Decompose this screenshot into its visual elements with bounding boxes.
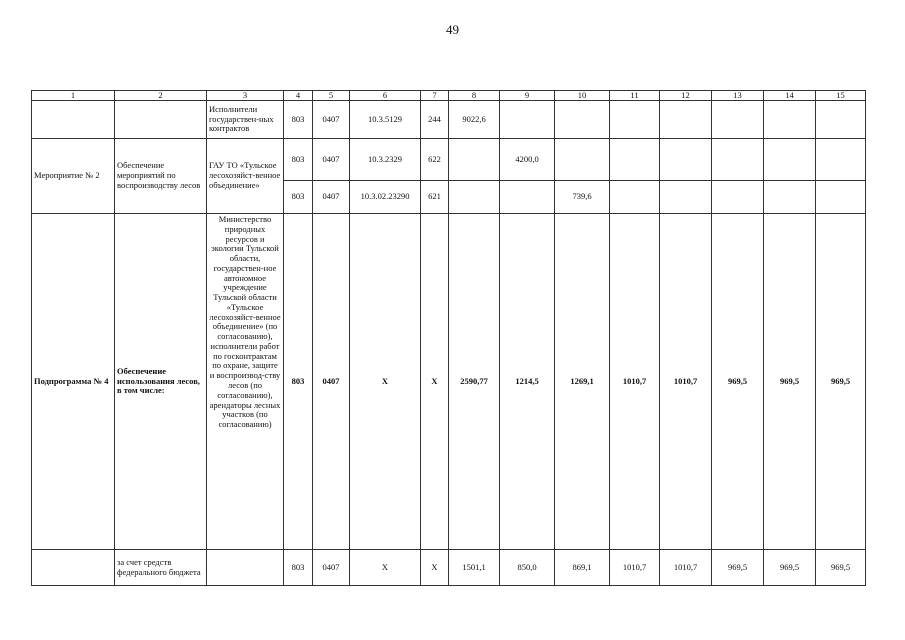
table-cell (115, 101, 207, 139)
header-row (32, 91, 866, 101)
table-cell (816, 181, 866, 214)
table-cell: 1214,5 (500, 214, 555, 550)
table-cell: 9022,6 (449, 101, 500, 139)
header-cell: 11 (610, 91, 660, 101)
table-cell: 969,5 (816, 214, 866, 550)
table-cell: 0407 (313, 139, 350, 181)
table-cell: 4200,0 (500, 139, 555, 181)
table-cell: 10.3.02.23290 (350, 181, 421, 214)
table-cell: 2590,77 (449, 214, 500, 550)
funding-source-cell: за счет средств федерального бюджета (115, 550, 207, 586)
table-cell: 850,0 (500, 550, 555, 586)
event-name-cell: Мероприятие № 2 (32, 139, 115, 214)
table-cell (660, 139, 712, 181)
header-cell: 3 (207, 91, 284, 101)
table-row (32, 101, 866, 139)
table-cell: 10.3.2329 (350, 139, 421, 181)
subprogram-name-cell: Подпрограмма № 4 (32, 214, 115, 550)
table-row (32, 550, 866, 586)
table-cell (610, 101, 660, 139)
table-cell (500, 101, 555, 139)
table-cell (764, 101, 816, 139)
table-cell: 1269,1 (555, 214, 610, 550)
budget-table (31, 90, 866, 586)
table-cell (816, 139, 866, 181)
table-cell: 869,1 (555, 550, 610, 586)
table-cell: 969,5 (712, 550, 764, 586)
table-cell: 1010,7 (610, 214, 660, 550)
table-cell: 244 (421, 101, 449, 139)
table-cell: Х (421, 550, 449, 586)
table-cell: 969,5 (816, 550, 866, 586)
table-cell: 1010,7 (660, 214, 712, 550)
header-cell: 10 (555, 91, 610, 101)
header-cell: 1 (32, 91, 115, 101)
table-cell: 803 (284, 550, 313, 586)
executor-cell: Исполнители государствен-ных контрактов (207, 101, 284, 139)
table-cell (500, 181, 555, 214)
table-cell (449, 181, 500, 214)
header-cell: 4 (284, 91, 313, 101)
table-cell: 1010,7 (660, 550, 712, 586)
table-cell (555, 139, 610, 181)
table-cell (816, 101, 866, 139)
table-cell (449, 139, 500, 181)
table-cell (660, 181, 712, 214)
table-cell: 1501,1 (449, 550, 500, 586)
table-cell (764, 181, 816, 214)
header-cell: 8 (449, 91, 500, 101)
table-cell (32, 101, 115, 139)
header-cell: 5 (313, 91, 350, 101)
header-cell: 13 (712, 91, 764, 101)
table-cell: 10.3.5129 (350, 101, 421, 139)
table-cell: 0407 (313, 181, 350, 214)
table-cell (712, 139, 764, 181)
subprogram-description-cell: Обеспечение использования лесов, в том числе: (115, 214, 207, 550)
table-cell (712, 101, 764, 139)
table-cell: Х (421, 214, 449, 550)
header-cell: 15 (816, 91, 866, 101)
executor-cell: Министерство природных ресурсов и экологии Тульской области, государствен-ное автономное учреждение Тульской области «Тульское лесохозяйст-венное объединение» (по согласованию), исполнители работ по госконтрактам по охране, защите и воспроизвод-ству лесов (по согласованию), арендаторы лесных участков (по согласованию) (207, 214, 284, 550)
table-cell: Х (350, 214, 421, 550)
table-cell: 803 (284, 139, 313, 181)
table-cell (660, 101, 712, 139)
table-cell (712, 181, 764, 214)
page-number: 49 (446, 22, 459, 37)
table-cell (555, 101, 610, 139)
table-cell: 803 (284, 214, 313, 550)
header-cell: 14 (764, 91, 816, 101)
event-description-cell: Обеспечение мероприятий по воспроизводству лесов (115, 139, 207, 214)
table-cell: 739,6 (555, 181, 610, 214)
table-cell (764, 139, 816, 181)
header-cell: 12 (660, 91, 712, 101)
header-cell: 2 (115, 91, 207, 101)
table-cell (207, 550, 284, 586)
table-row (32, 139, 866, 181)
table-cell: 622 (421, 139, 449, 181)
table-row (32, 214, 866, 550)
table-cell: 969,5 (712, 214, 764, 550)
table-cell: 621 (421, 181, 449, 214)
header-cell: 9 (500, 91, 555, 101)
header-cell: 6 (350, 91, 421, 101)
table-cell (32, 550, 115, 586)
table-cell (610, 139, 660, 181)
header-cell: 7 (421, 91, 449, 101)
table-cell: Х (350, 550, 421, 586)
table-cell: 0407 (313, 214, 350, 550)
table-cell: 803 (284, 181, 313, 214)
table-cell: 0407 (313, 101, 350, 139)
table-cell (610, 181, 660, 214)
table-cell: 803 (284, 101, 313, 139)
table-cell: 1010,7 (610, 550, 660, 586)
table-cell: 969,5 (764, 214, 816, 550)
table-cell: 969,5 (764, 550, 816, 586)
executor-cell: ГАУ ТО «Тульское лесохозяйст-венное объединение» (207, 139, 284, 214)
table-cell: 0407 (313, 550, 350, 586)
